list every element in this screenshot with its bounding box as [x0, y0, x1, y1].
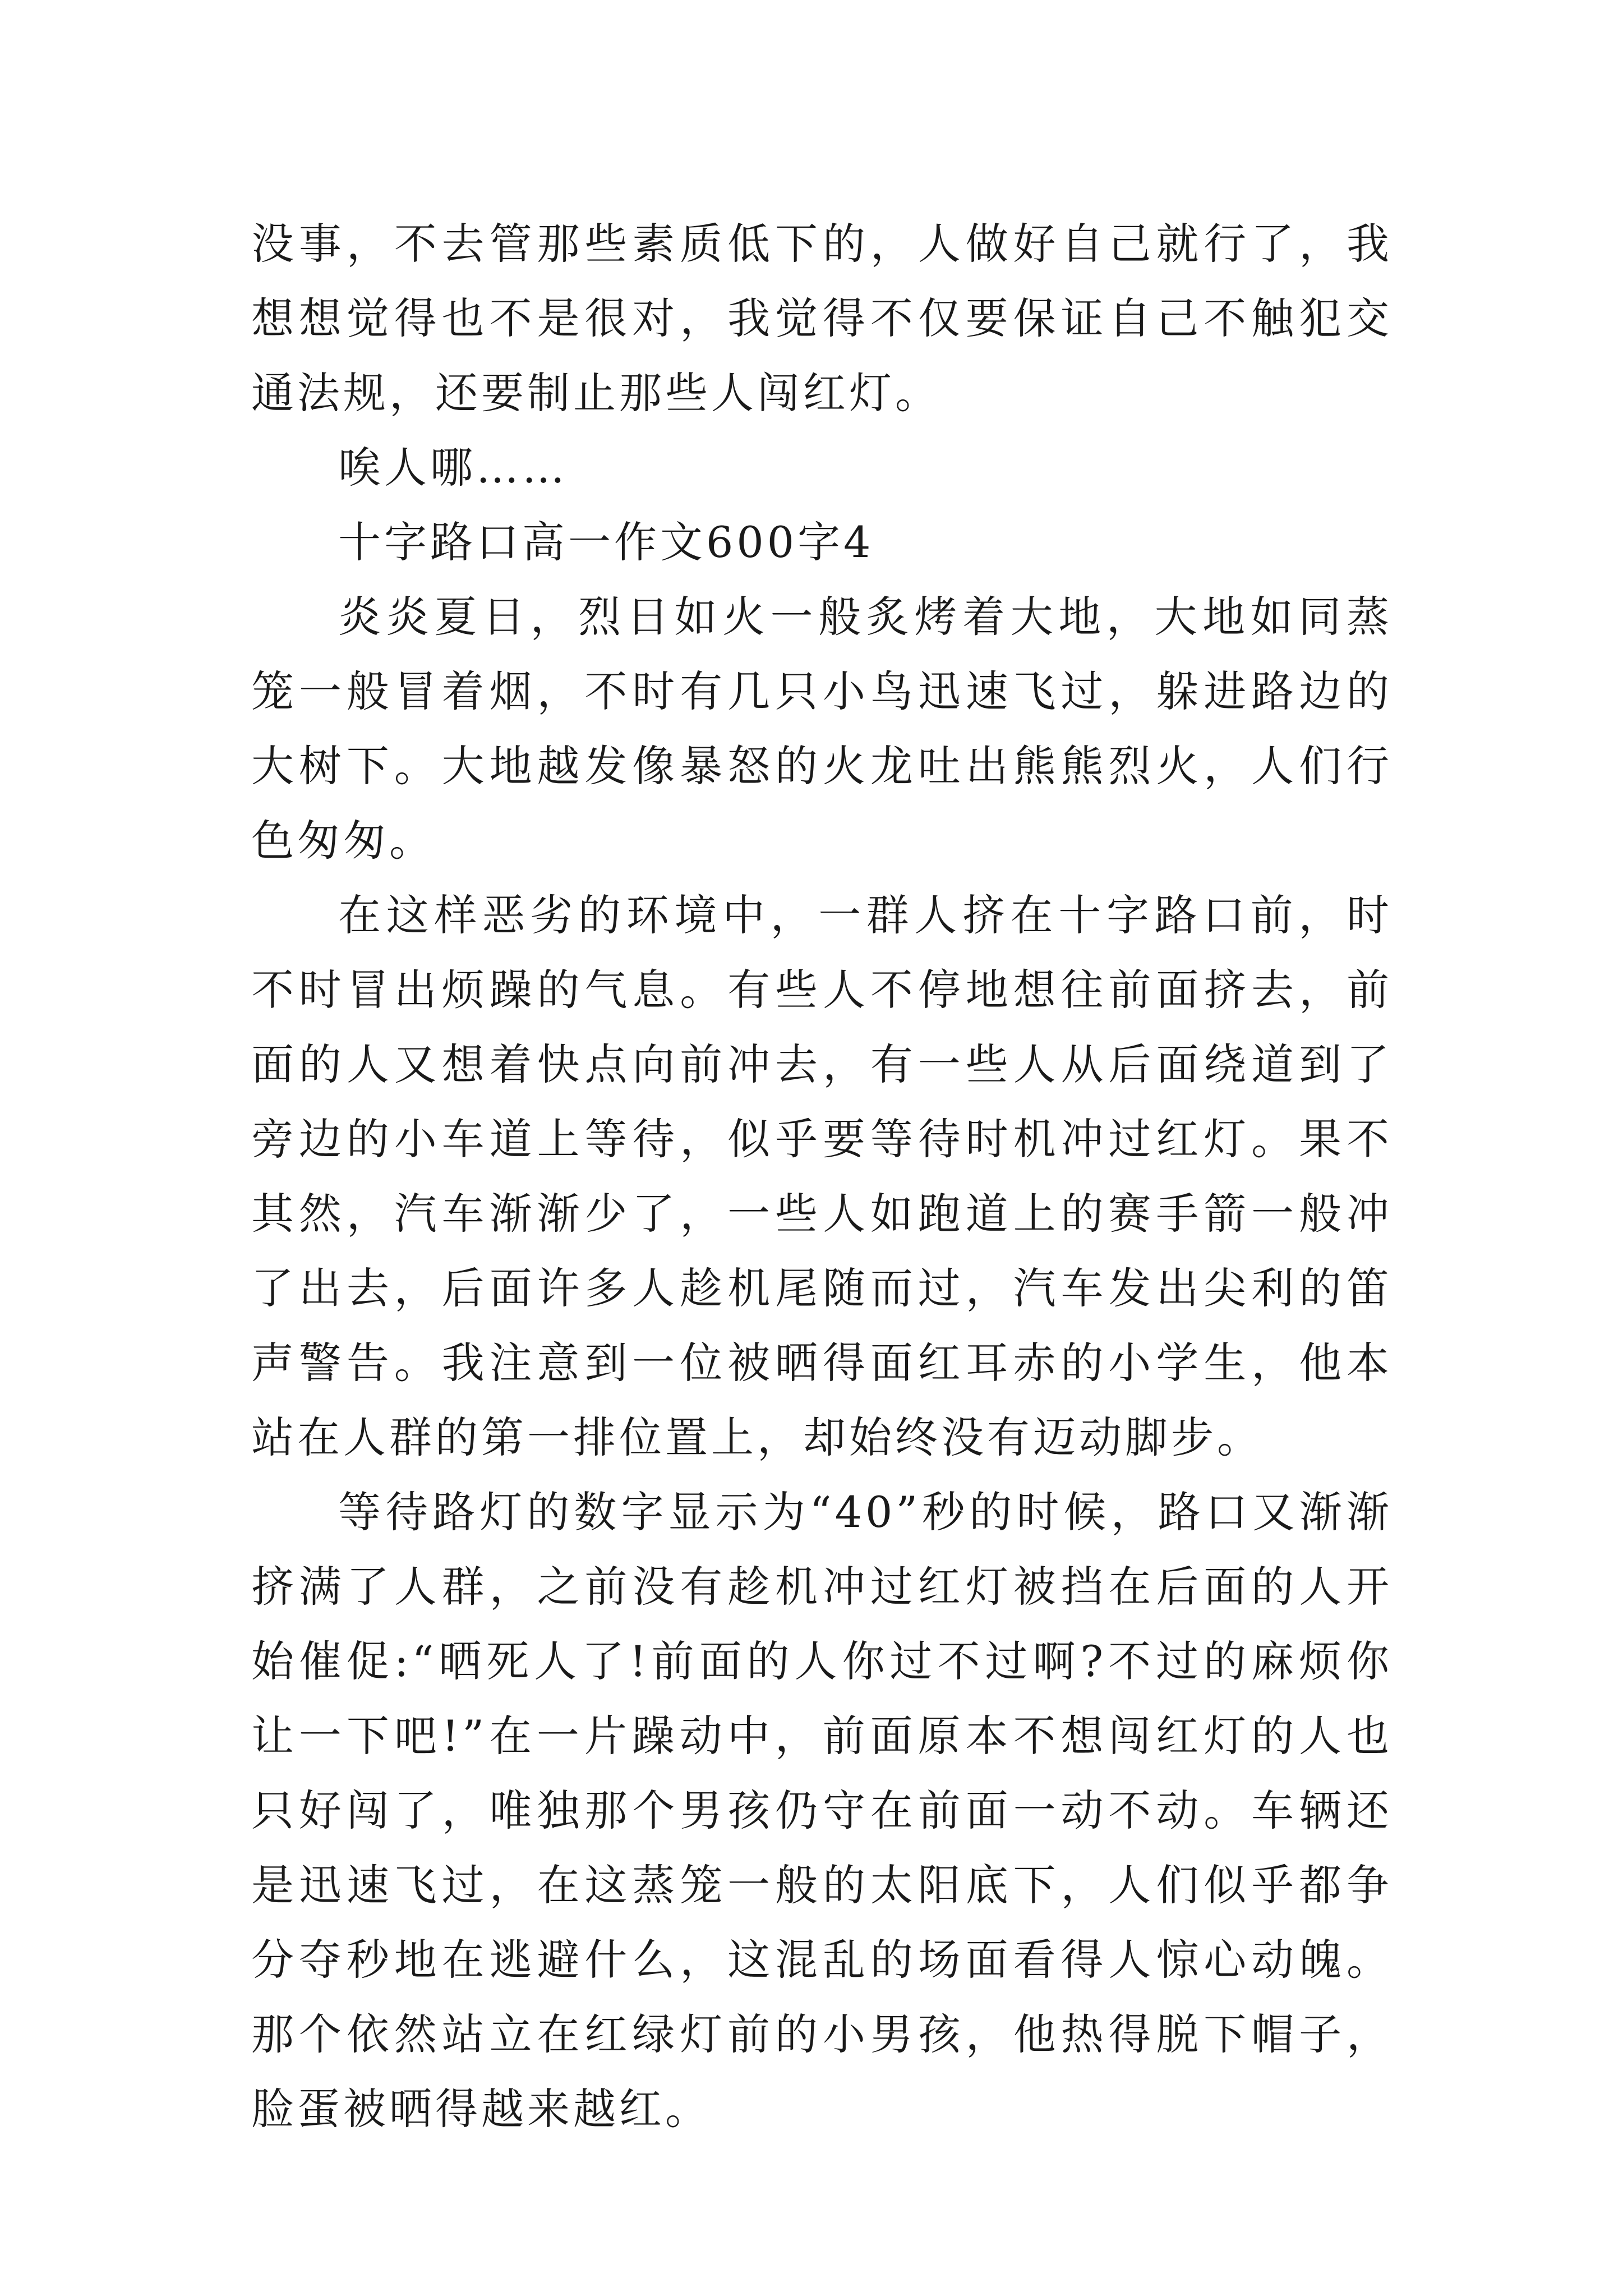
section-heading: 十字路口高一作文600字4: [338, 517, 874, 567]
paragraph: 炎炎夏日，烈日如火一般炙烤着大地，大地如同蒸笼一般冒着烟，不时有几只小鸟迅速飞过，躲进路边的大树下。大地越发像暴怒的火龙吐出熊熊烈火，人们行色匆匆。: [251, 592, 1393, 866]
paragraph: 没事，不去管那些素质低下的，人做好自己就行了，我想想觉得也不是很对，我觉得不仅要保证自己不触犯交通法规，还要制止那些人闯红灯。: [251, 219, 1393, 418]
paragraph: 等待路灯的数字显示为“40”秒的时候，路口又渐渐挤满了人群，之前没有趁机冲过红灯被挡在后面的人开始催促:“晒死人了!前面的人你过不过啊?不过的麻烦你让一下吧!”在一片躁动中，前面原本不想闯红灯的人也只好闯了，唯独那个男孩仍守在前面一动不动。车辆还是迅速飞过，在这蒸笼一般的太阳底下，人们似乎都争分夺秒地在逃避什么，这混乱的场面看得人惊心动魄。那个依然站立在红绿灯前的小男孩，他热得脱下帽子，脸蛋被晒得越来越红。: [251, 1487, 1393, 2134]
paragraph: 在这样恶劣的环境中，一群人挤在十字路口前，时不时冒出烦躁的气息。有些人不停地想往前面挤去，前面的人又想着快点向前冲去，有一些人从后面绕道到了旁边的小车道上等待，似乎要等待时机冲过红灯。果不其然，汽车渐渐少了，一些人如跑道上的赛手箭一般冲了出去，后面许多人趁机尾随而过，汽车发出尖利的笛声警告。我注意到一位被晒得面红耳赤的小学生，他本站在人群的第一排位置上，却始终没有迈动脚步。: [251, 890, 1393, 1462]
paragraph: 唉人哪……: [338, 443, 568, 493]
document-body: [251, 206, 1393, 2146]
